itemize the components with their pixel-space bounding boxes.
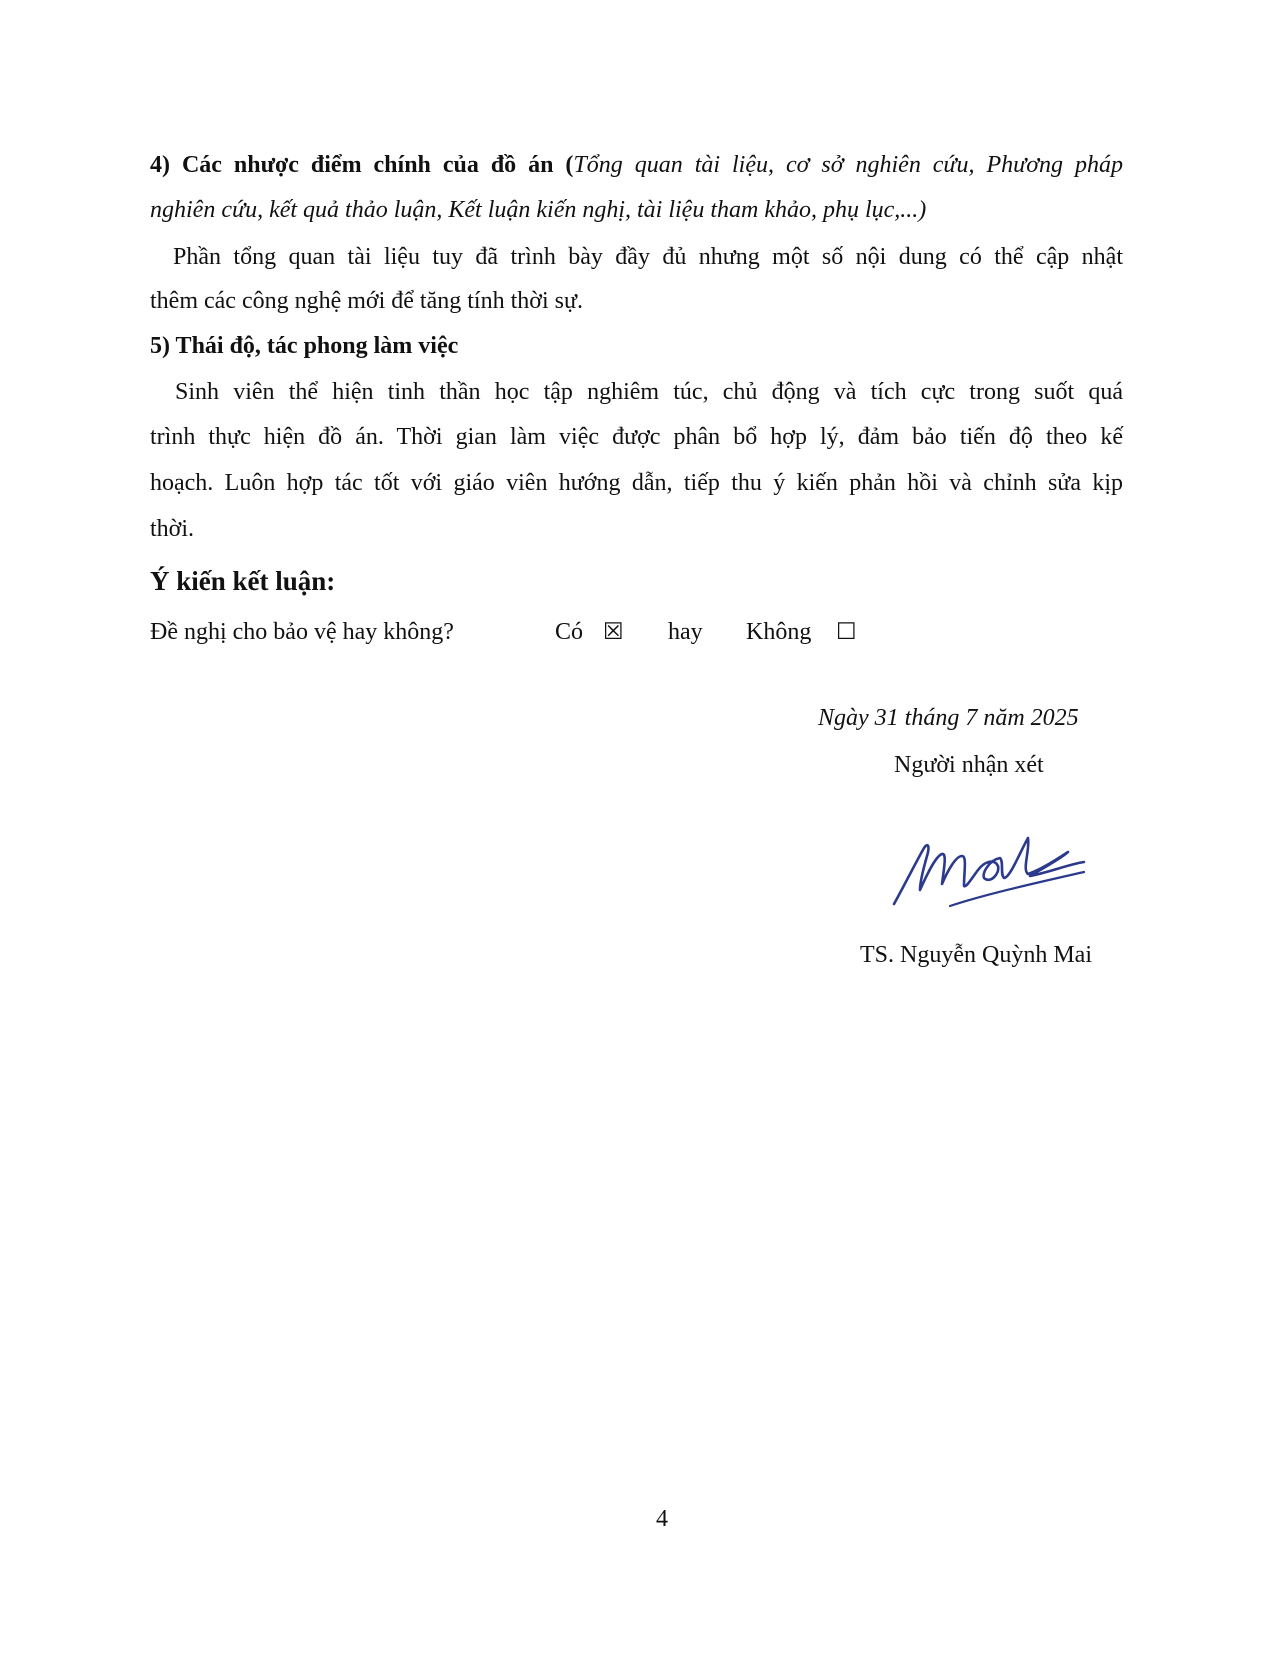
no-checkbox[interactable] [836,617,857,648]
section-4-body-line-2: thêm các công nghệ mới để tăng tính thời sự. [150,288,583,314]
signature-underline [950,872,1084,906]
section-4-heading-line-2: nghiên cứu, kết quả thảo luận, Kết luận kiến nghị, tài liệu tham khảo, phụ lục,...) [150,197,927,223]
yes-label: Có [555,619,584,645]
or-label: hay [668,619,703,645]
yes-checkbox[interactable] [603,617,624,648]
section-4-heading-italic: Tổng quan tài liệu, cơ sở nghiên cứu, Phương pháp [573,152,1124,178]
defense-question: Đề nghị cho bảo vệ hay không? [150,619,454,645]
checked-box-icon: ☒ [603,619,624,645]
section-5-body-line-4: thời. [150,516,195,542]
section-5-heading: 5) Thái độ, tác phong làm việc [150,333,459,359]
section-4-heading-line-1 [150,150,1123,180]
unchecked-box-icon: ☐ [836,619,857,645]
no-label: Không [746,619,812,645]
signature-date: Ngày 31 tháng 7 năm 2025 [818,705,1079,731]
signer-name: TS. Nguyễn Quỳnh Mai [860,942,1092,968]
signer-role: Người nhận xét [894,752,1044,778]
section-4-heading-bold: 4) Các nhược điểm chính của đồ án ( [150,152,574,178]
handwritten-signature [890,826,1086,910]
section-5-body-line-1: Sinh viên thể hiện tinh thần học tập nghiêm túc, chủ động và tích cực trong suốt quá [175,379,1123,405]
conclusion-heading: Ý kiến kết luận: [150,566,336,596]
section-4-body-line-1: Phần tổng quan tài liệu tuy đã trình bày đầy đủ nhưng một số nội dung có thể cập nhật [173,244,1123,270]
page-number: 4 [656,1506,668,1532]
section-5-body-line-3: hoạch. Luôn hợp tác tốt với giáo viên hướng dẫn, tiếp thu ý kiến phản hồi và chỉnh sửa kịp [150,470,1123,496]
section-5-body-line-2: trình thực hiện đồ án. Thời gian làm việc được phân bổ hợp lý, đảm bảo tiến độ theo kế [150,424,1123,450]
